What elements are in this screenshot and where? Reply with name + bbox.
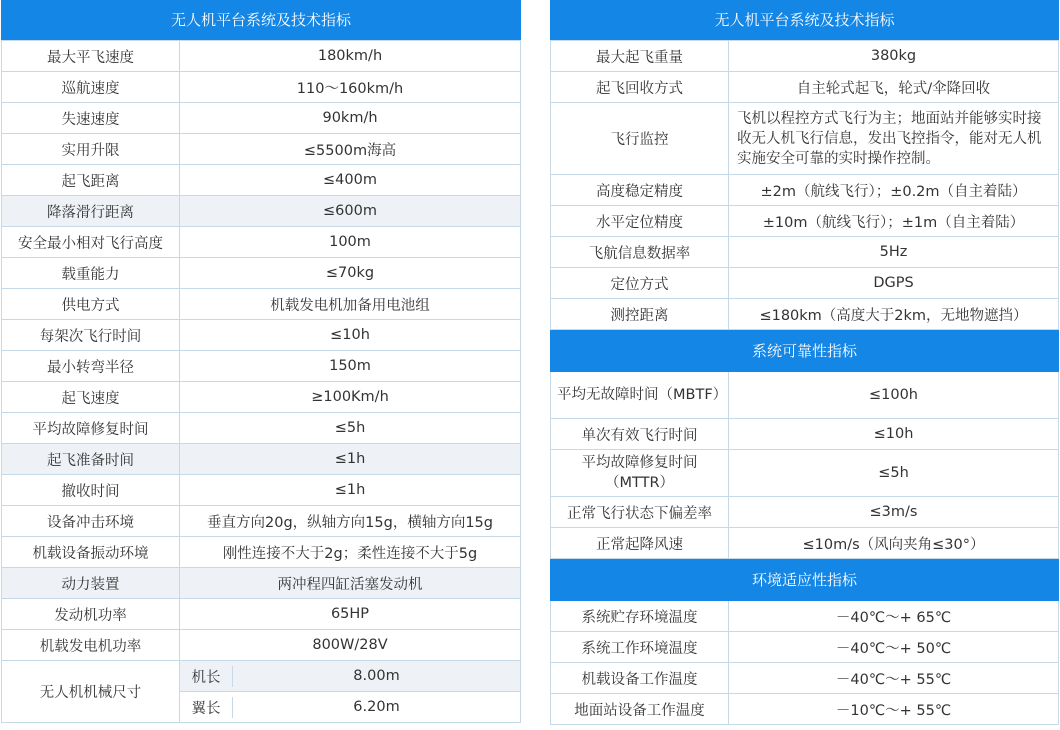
spec-value: ≤1h [180, 444, 521, 475]
spec-label: 地面站设备工作温度 [551, 694, 729, 725]
spec-label: 载重能力 [2, 258, 180, 289]
spec-label: 供电方式 [2, 289, 180, 320]
spec-label: 正常飞行状态下偏差率 [551, 497, 729, 528]
spec-label: 测控距离 [551, 299, 729, 330]
spec-table [1, 40, 521, 723]
spec-label: 每架次飞行时间 [2, 320, 180, 351]
spec-row [2, 72, 521, 103]
spec-row [2, 41, 521, 72]
spec-table [550, 40, 1059, 725]
spec-value: ≤10h [180, 320, 521, 351]
spec-label: 平均故障修复时间（MTTR） [551, 450, 729, 497]
spec-label: 机载设备振动环境 [2, 537, 180, 568]
spec-value: ≤600m [180, 196, 521, 227]
spec-label: 起飞回收方式 [551, 72, 729, 103]
spec-value: ±10m（航线飞行）；±1m（自主着陆） [729, 206, 1059, 237]
dimension-label: 机长 [180, 666, 233, 687]
spec-value: 90km/h [180, 103, 521, 134]
spec-value: 380kg [729, 41, 1059, 72]
spec-value: DGPS [729, 268, 1059, 299]
spec-label: 正常起降风速 [551, 528, 729, 559]
spec-label: 定位方式 [551, 268, 729, 299]
section-title: 系统可靠性指标 [551, 330, 1059, 372]
spec-value: 65HP [180, 599, 521, 630]
uav-spec-table-right [550, 0, 1059, 725]
spec-row [551, 372, 1059, 419]
spec-row [2, 289, 521, 320]
spec-row [2, 134, 521, 165]
spec-label: 飞航信息数据率 [551, 237, 729, 268]
spec-value: －40℃～+ 55℃ [729, 663, 1059, 694]
spec-row [551, 497, 1059, 528]
spec-row [2, 227, 521, 258]
spec-value: ±2m（航线飞行）；±0.2m（自主着陆） [729, 175, 1059, 206]
spec-label: 机载设备工作温度 [551, 663, 729, 694]
spec-table-body [551, 41, 1059, 725]
spec-row [2, 351, 521, 382]
spec-row [551, 299, 1059, 330]
spec-row [2, 196, 521, 227]
spec-row [551, 450, 1059, 497]
spec-label: 最大平飞速度 [2, 41, 180, 72]
spec-row [551, 72, 1059, 103]
spec-value: 两冲程四缸活塞发动机 [180, 568, 521, 599]
spec-row [2, 568, 521, 599]
spec-value: －40℃～+ 50℃ [729, 632, 1059, 663]
spec-label: 实用升限 [2, 134, 180, 165]
spec-row [551, 528, 1059, 559]
spec-label: 最小转弯半径 [2, 351, 180, 382]
section-header [551, 559, 1059, 601]
spec-label: 起飞速度 [2, 382, 180, 413]
spec-row [2, 444, 521, 475]
spec-label: 机载发电机功率 [2, 630, 180, 661]
spec-row [2, 661, 521, 692]
dimension-length-cell [180, 661, 521, 692]
spec-table-body [2, 41, 521, 723]
spec-value: 机载发电机加备用电池组 [180, 289, 521, 320]
spec-row [551, 268, 1059, 299]
spec-row [551, 41, 1059, 72]
spec-label: 最大起飞重量 [551, 41, 729, 72]
spec-value: 5Hz [729, 237, 1059, 268]
dimension-span-cell [180, 692, 521, 723]
spec-value: ≤1h [180, 475, 521, 506]
spec-label: 发动机功率 [2, 599, 180, 630]
spec-label: 巡航速度 [2, 72, 180, 103]
spec-label: 无人机机械尺寸 [2, 661, 180, 723]
spec-label: 失速速度 [2, 103, 180, 134]
spec-label: 动力装置 [2, 568, 180, 599]
spec-value: ≤180km（高度大于2km，无地物遮挡） [729, 299, 1059, 330]
spec-label: 平均无故障时间（MBTF） [551, 372, 729, 419]
spec-row [551, 663, 1059, 694]
spec-row [551, 103, 1059, 175]
spec-label: 降落滑行距离 [2, 196, 180, 227]
spec-value: ≤10h [729, 419, 1059, 450]
spec-value: －40℃～+ 65℃ [729, 601, 1059, 632]
spec-label: 高度稳定精度 [551, 175, 729, 206]
spec-value: ≤3m/s [729, 497, 1059, 528]
spec-row [2, 537, 521, 568]
spec-value: 100m [180, 227, 521, 258]
panel-title: 无人机平台系统及技术指标 [1, 0, 521, 40]
spec-value: 垂直方向20g，纵轴方向15g，横轴方向15g [180, 506, 521, 537]
spec-value: 180km/h [180, 41, 521, 72]
spec-value: 飞机以程控方式飞行为主；地面站并能够实时接收无人机飞行信息，发出飞控指令，能对无人机实施安全可靠的实时操作控制。 [729, 103, 1059, 175]
spec-row [2, 258, 521, 289]
spec-value: 800W/28V [180, 630, 521, 661]
spec-label: 水平定位精度 [551, 206, 729, 237]
spec-row [2, 630, 521, 661]
spec-value: ≤10m/s（风向夹角≤30°） [729, 528, 1059, 559]
spec-label: 起飞距离 [2, 165, 180, 196]
spec-value: ≤5h [729, 450, 1059, 497]
spec-row [2, 320, 521, 351]
spec-row [2, 475, 521, 506]
spec-label: 飞行监控 [551, 103, 729, 175]
spec-value: ≤400m [180, 165, 521, 196]
spec-row [551, 419, 1059, 450]
spec-label: 撤收时间 [2, 475, 180, 506]
spec-label: 系统工作环境温度 [551, 632, 729, 663]
uav-spec-table-left [1, 0, 521, 723]
spec-label: 单次有效飞行时间 [551, 419, 729, 450]
spec-row [2, 413, 521, 444]
spec-value: 刚性连接不大于2g；柔性连接不大于5g [180, 537, 521, 568]
spec-label: 起飞准备时间 [2, 444, 180, 475]
dimension-value: 6.20m [353, 699, 400, 715]
spec-row [551, 175, 1059, 206]
spec-value: 110～160km/h [180, 72, 521, 103]
spec-value: ≤70kg [180, 258, 521, 289]
spec-label: 设备冲击环境 [2, 506, 180, 537]
spec-value: 150m [180, 351, 521, 382]
spec-row [2, 382, 521, 413]
spec-row [551, 601, 1059, 632]
spec-label: 系统贮存环境温度 [551, 601, 729, 632]
spec-label: 安全最小相对飞行高度 [2, 227, 180, 258]
panel-title: 无人机平台系统及技术指标 [550, 0, 1059, 40]
section-header [551, 330, 1059, 372]
spec-row [551, 632, 1059, 663]
spec-row [2, 599, 521, 630]
section-title: 环境适应性指标 [551, 559, 1059, 601]
spec-row [551, 694, 1059, 725]
spec-value: ≤5h [180, 413, 521, 444]
spec-row [551, 206, 1059, 237]
spec-value: －10℃～+ 55℃ [729, 694, 1059, 725]
spec-label: 平均故障修复时间 [2, 413, 180, 444]
dimension-value: 8.00m [353, 668, 400, 684]
dimension-subtable [180, 666, 520, 687]
dimension-subtable [180, 697, 520, 718]
spec-row [2, 165, 521, 196]
spec-row [2, 103, 521, 134]
spec-row [551, 237, 1059, 268]
spec-value: ≤100h [729, 372, 1059, 419]
spec-value: 自主轮式起飞，轮式/伞降回收 [729, 72, 1059, 103]
spec-value: ≤5500m海高 [180, 134, 521, 165]
spec-value: ≥100Km/h [180, 382, 521, 413]
spec-row [2, 506, 521, 537]
dimension-label: 翼长 [180, 697, 233, 718]
